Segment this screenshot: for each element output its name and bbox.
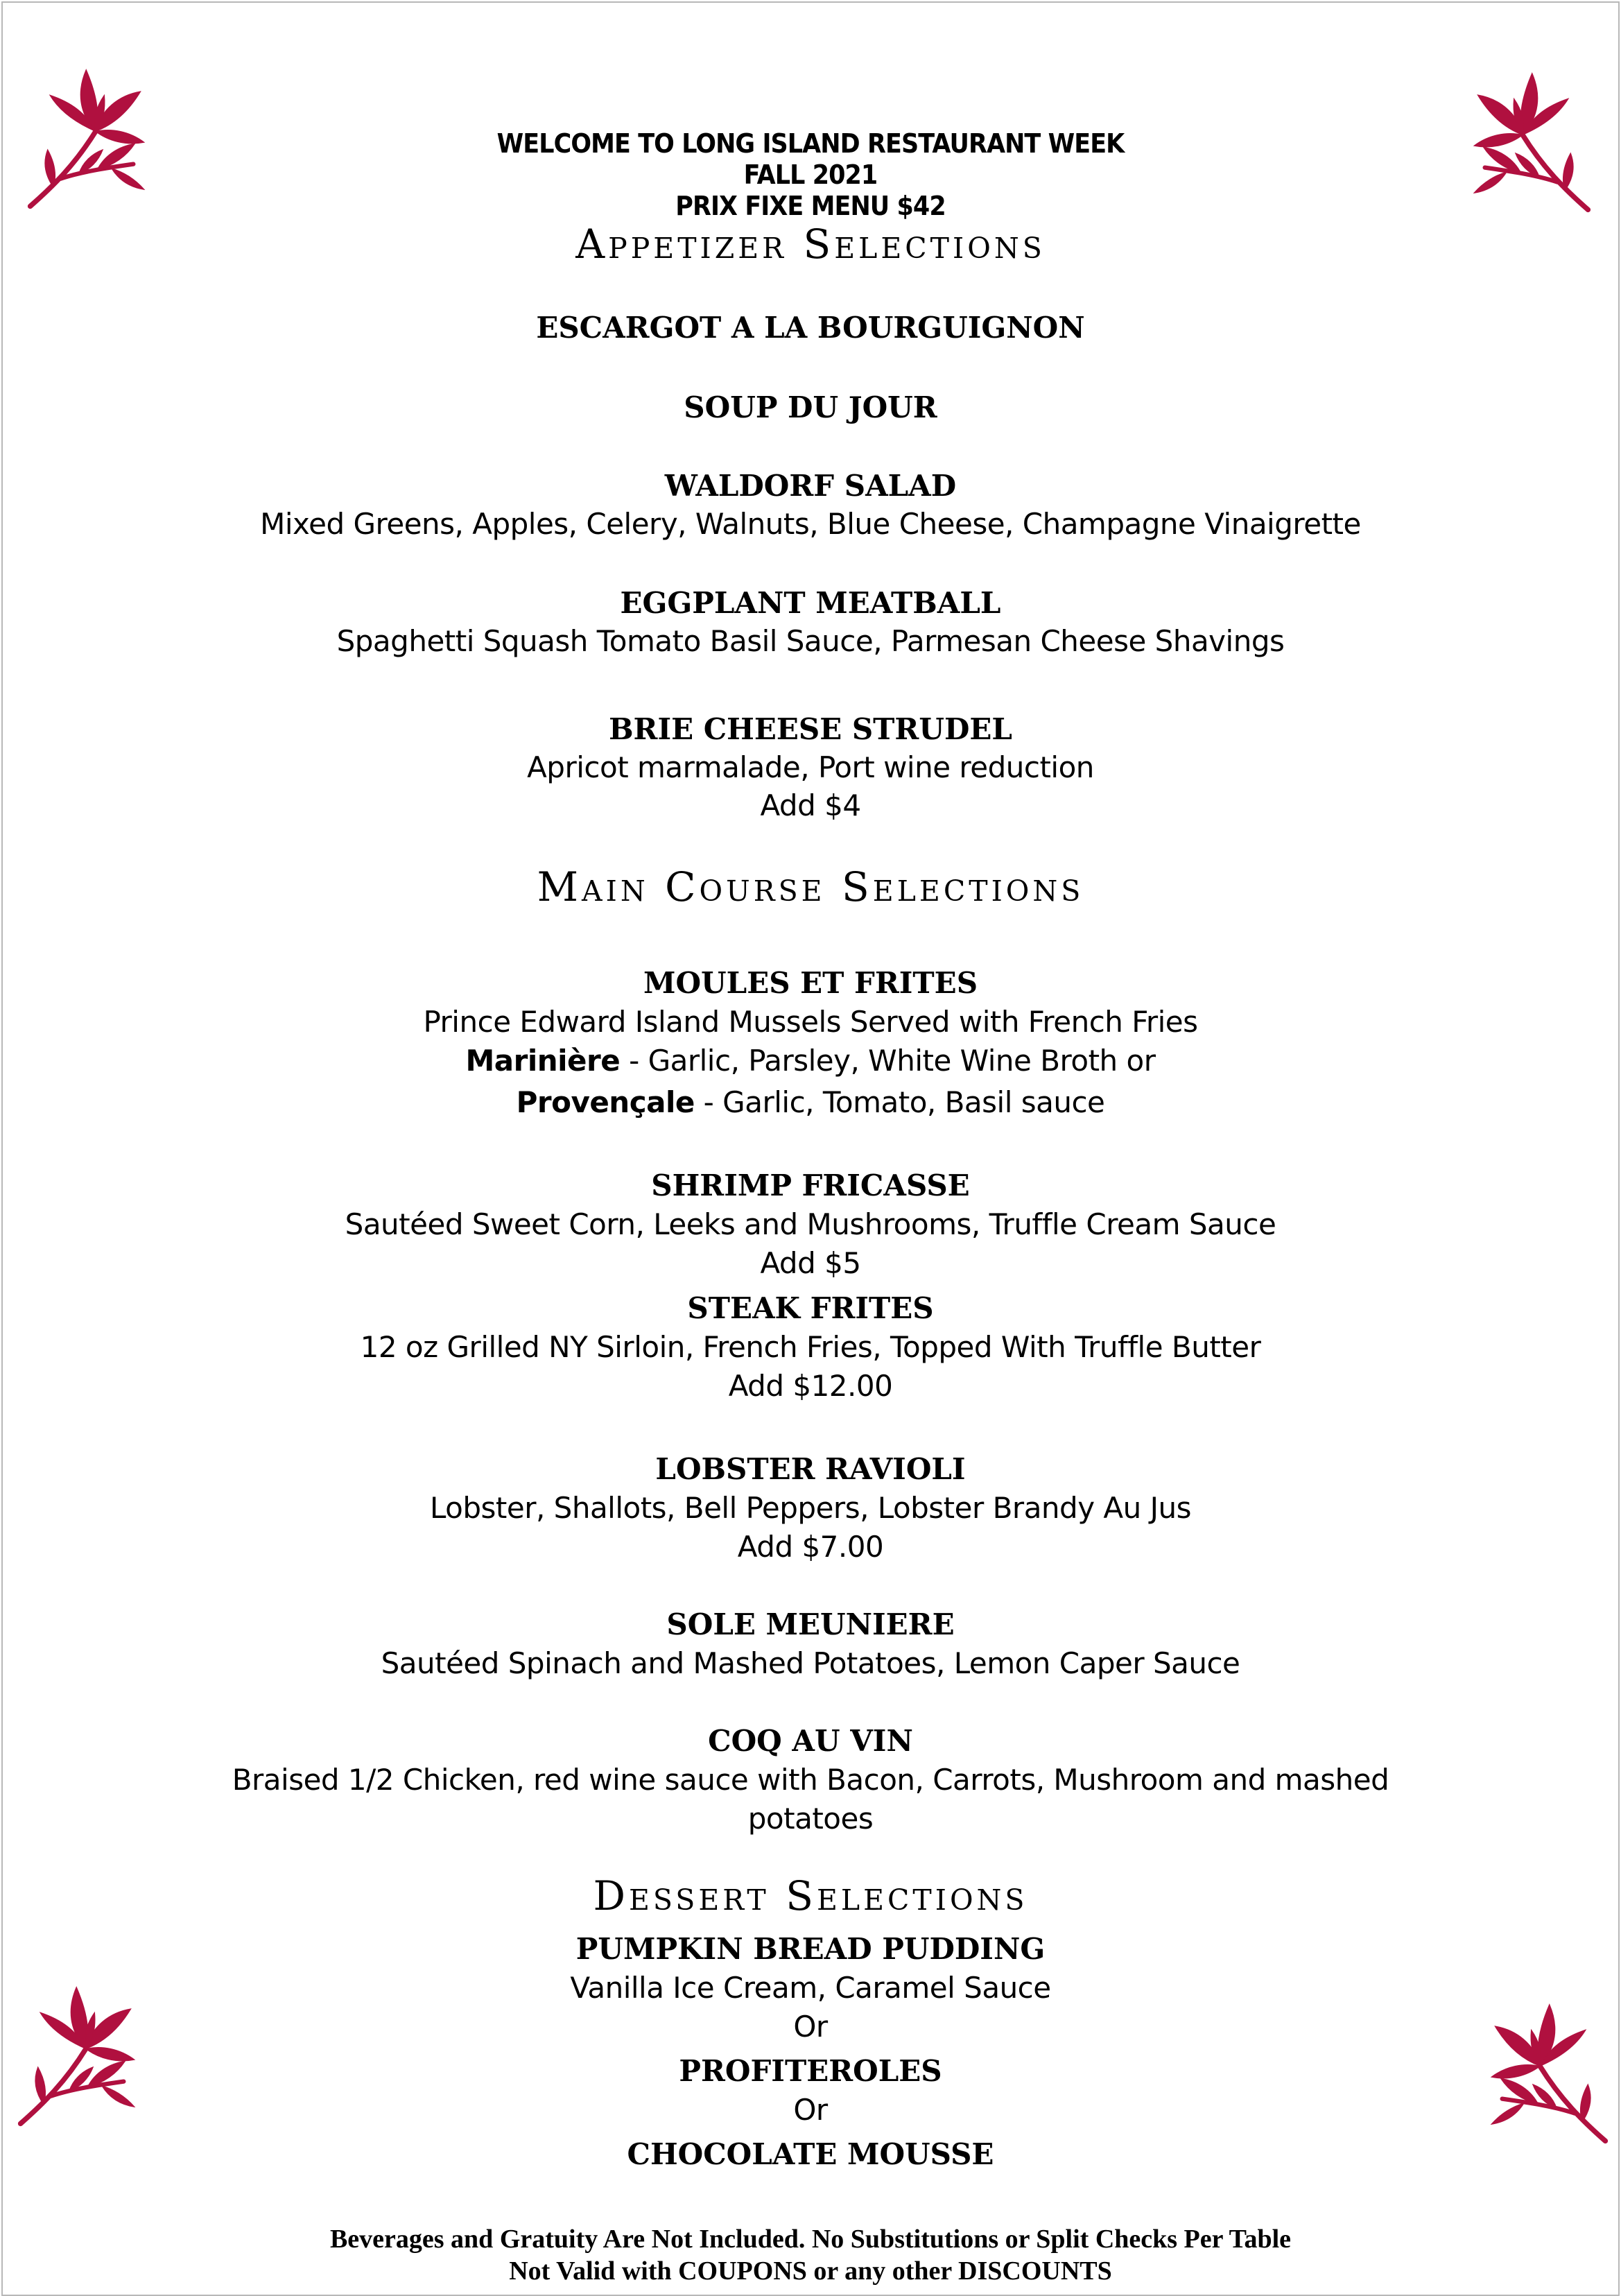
dish-name-shrimp: SHRIMP FRICASSE xyxy=(651,1168,970,1202)
dish-price-lobster: Add $7.00 xyxy=(737,1530,884,1564)
dish-name-brie: BRIE CHEESE STRUDEL xyxy=(609,712,1012,746)
dish-price-brie: Add $4 xyxy=(760,788,861,822)
dish-name-coq: COQ AU VIN xyxy=(708,1724,913,1758)
dish-desc-lobster: Lobster, Shallots, Bell Peppers, Lobster Brandy Au Jus xyxy=(429,1491,1192,1525)
provencale-label: Provençale xyxy=(516,1085,695,1119)
dish-name-sole: SOLE MEUNIERE xyxy=(666,1607,955,1641)
dish-desc-sole: Sautéed Spinach and Mashed Potatoes, Lemon Caper Sauce xyxy=(381,1646,1240,1680)
dish-desc-coq-line1: Braised 1/2 Chicken, red wine sauce with Bacon, Carrots, Mushroom and mashed xyxy=(232,1763,1389,1797)
dish-name-pudding: PUMPKIN BREAD PUDDING xyxy=(575,1932,1046,1966)
dish-desc-eggplant: Spaghetti Squash Tomato Basil Sauce, Parmesan Cheese Shavings xyxy=(336,624,1285,658)
dish-name-eggplant: EGGPLANT MEATBALL xyxy=(620,586,1001,620)
dish-name-mousse: CHOCOLATE MOUSSE xyxy=(627,2137,994,2171)
or-separator-2: Or xyxy=(793,2093,828,2127)
mariniere-desc: - Garlic, Parsley, White Wine Broth or xyxy=(620,1044,1156,1078)
dish-name-profiteroles: PROFITEROLES xyxy=(679,2054,942,2088)
provencale-desc: - Garlic, Tomato, Basil sauce xyxy=(694,1085,1105,1119)
dish-desc-shrimp: Sautéed Sweet Corn, Leeks and Mushrooms, Truffle Cream Sauce xyxy=(345,1207,1276,1241)
appetizer-section-title: Appetizer Selections xyxy=(575,221,1046,268)
welcome-heading: WELCOME TO LONG ISLAND RESTAURANT WEEK xyxy=(496,128,1125,159)
dish-price-shrimp: Add $5 xyxy=(760,1246,861,1280)
dish-name-lobster: LOBSTER RAVIOLI xyxy=(655,1452,966,1486)
dish-name-waldorf: WALDORF SALAD xyxy=(664,469,957,503)
dish-name-steak: STEAK FRITES xyxy=(687,1291,934,1325)
dish-desc-pudding: Vanilla Ice Cream, Caramel Sauce xyxy=(570,1971,1051,2005)
or-separator-1: Or xyxy=(793,2010,828,2044)
main-section-title: Main Course Selections xyxy=(537,863,1084,910)
dish-name-soup: SOUP DU JOUR xyxy=(684,390,937,424)
dish-desc-steak: 12 oz Grilled NY Sirloin, French Fries, Topped With Truffle Butter xyxy=(360,1330,1261,1364)
dish-desc-brie: Apricot marmalade, Port wine reduction xyxy=(527,750,1094,784)
dessert-section-title: Dessert Selections xyxy=(593,1872,1028,1919)
dish-name-moules: MOULES ET FRITES xyxy=(643,966,978,1000)
dish-desc-coq-line2: potatoes xyxy=(747,1802,874,1836)
moules-style-mariniere xyxy=(0,1044,1621,1078)
price-heading: PRIX FIXE MENU $42 xyxy=(675,191,946,221)
dish-name-escargot: ESCARGOT A LA BOURGUIGNON xyxy=(536,311,1085,345)
dish-price-steak: Add $12.00 xyxy=(728,1369,893,1403)
dish-desc-waldorf: Mixed Greens, Apples, Celery, Walnuts, Blue Cheese, Champagne Vinaigrette xyxy=(260,507,1361,541)
footer-note-2: Not Valid with COUPONS or any other DISCOUNTS xyxy=(509,2256,1112,2286)
dish-desc-moules: Prince Edward Island Mussels Served with French Fries xyxy=(423,1005,1198,1039)
season-heading: FALL 2021 xyxy=(743,159,878,190)
mariniere-label: Marinière xyxy=(465,1044,621,1078)
moules-style-provencale xyxy=(0,1085,1621,1119)
footer-note-1: Beverages and Gratuity Are Not Included. No Substitutions or Split Checks Per Table xyxy=(329,2225,1292,2254)
